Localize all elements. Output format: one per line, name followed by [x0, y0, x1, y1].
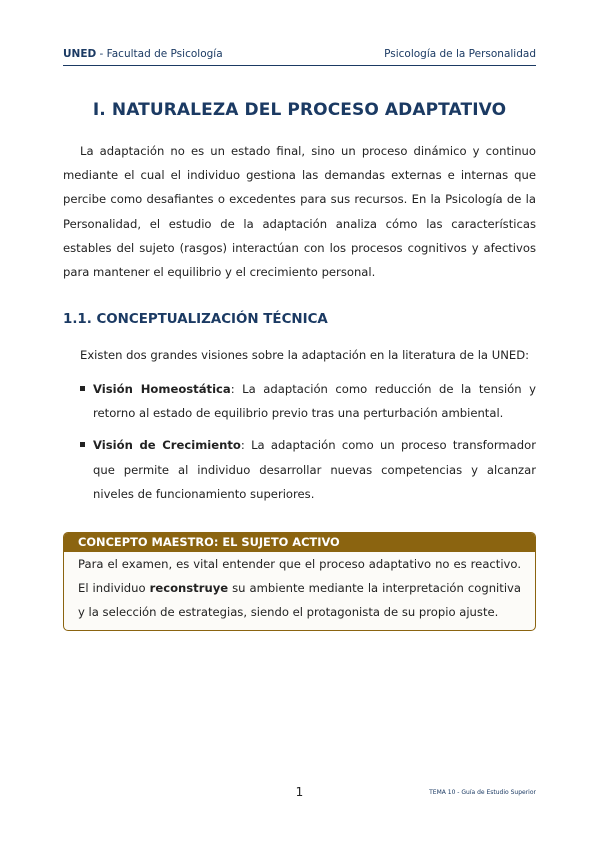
bullet-square-icon — [80, 442, 85, 447]
callout-text-after: su ambiente mediante la interpretación cognitiva y la selección de estrategias, siendo el protagonista de su propio ajuste. — [78, 581, 522, 620]
page-number: 1 — [295, 785, 304, 799]
item-term: Visión Homeostática — [93, 382, 231, 396]
intro-paragraph: La adaptación no es un estado final, sino un proceso dinámico y continuo mediante el cual el individuo gestiona las demandas externas e internas que percibe como desafiantes o excedentes para sus recursos. En la Psicología de la Personalidad, el estudio de la adaptación analiza cómo las características estables del sujeto (rasgos) interactúan con los procesos cognitivos y afectivos para mantener el equilibrio y el crecimiento personal. — [63, 144, 536, 280]
callout-body — [64, 552, 535, 625]
header-brand: UNED — [63, 48, 97, 60]
footer-note: TEMA 10 - Guía de Estudio Superior — [429, 789, 536, 796]
list-item — [80, 433, 536, 506]
bullet-list — [80, 377, 536, 514]
section-lead: Existen dos grandes visiones sobre la adaptación en la literatura de la UNED: — [80, 348, 530, 362]
callout-emphasis: reconstruye — [149, 581, 229, 596]
callout-title: CONCEPTO MAESTRO: EL SUJETO ACTIVO — [64, 533, 535, 552]
callout-text-before: Para el examen, es vital entender que el proceso adaptativo no es reactivo. El individuo — [78, 557, 521, 596]
header-left — [63, 48, 223, 60]
list-item — [80, 377, 536, 425]
header-institution: - Facultad de Psicología — [96, 48, 223, 60]
item-text: : La adaptación como un proceso transformador que permite al individuo desarrollar nuevas competencias y alcanzar niveles de funcionamiento superiores. — [93, 438, 537, 501]
item-text: : La adaptación como reducción de la tensión y retorno al estado de equilibrio previo tras una perturbación ambiental. — [93, 382, 536, 421]
section-title: 1.1. CONCEPTUALIZACIÓN TÉCNICA — [63, 312, 328, 327]
callout-box — [63, 532, 536, 631]
bullet-square-icon — [80, 386, 85, 391]
item-term: Visión de Crecimiento — [93, 438, 241, 453]
page-title: I. NATURALEZA DEL PROCESO ADAPTATIVO — [92, 100, 507, 120]
page-header — [63, 48, 536, 66]
header-subject: Psicología de la Personalidad — [384, 48, 536, 60]
